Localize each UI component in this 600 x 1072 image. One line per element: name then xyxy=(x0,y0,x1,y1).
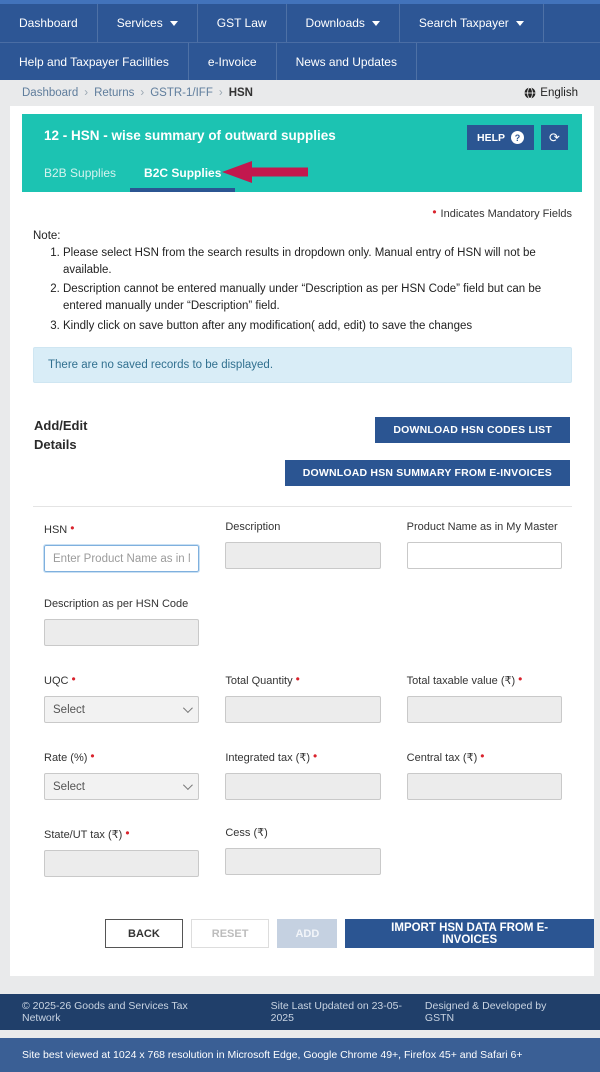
footer-best-viewed-bar xyxy=(0,1038,600,1072)
description-field-group xyxy=(225,521,380,572)
nav-item-help-and-taxpayer-facilities[interactable] xyxy=(0,43,189,80)
breadcrumb-gstr1-iff[interactable]: GSTR-1/IFF xyxy=(150,87,213,99)
nav-label: News and Updates xyxy=(295,54,397,69)
required-dot-icon: • xyxy=(90,749,95,764)
breadcrumb-returns[interactable]: Returns xyxy=(94,87,135,99)
breadcrumb-dashboard[interactable]: Dashboard xyxy=(22,87,79,99)
uqc-selected-value: Select xyxy=(53,703,85,716)
rate-label: Rate (%) • xyxy=(44,749,95,765)
download-buttons xyxy=(285,417,570,486)
help-button-label: HELP xyxy=(476,131,505,144)
integrated-tax-input xyxy=(225,773,380,800)
content-card xyxy=(10,106,594,976)
central-tax-label: Central tax (₹) • xyxy=(406,749,485,765)
footer-designed-by: Designed & Developed by GSTN xyxy=(424,1000,547,1025)
spacer xyxy=(407,826,562,877)
nav-label: Services xyxy=(116,16,163,30)
globe-icon xyxy=(524,87,536,99)
total-taxable-value-field-group xyxy=(407,672,562,723)
caret-down-icon xyxy=(170,21,178,26)
notes-section xyxy=(10,220,594,334)
state-ut-tax-label: State/UT tax (₹) • xyxy=(44,826,130,842)
description-input xyxy=(225,542,380,569)
nav-label: Dashboard xyxy=(19,16,78,30)
footer-last-updated: Site Last Updated on 23-05-2025 xyxy=(270,1000,402,1025)
help-button[interactable] xyxy=(467,125,534,150)
tab-b2c-supplies[interactable] xyxy=(130,158,235,192)
breadcrumb-hsn: HSN xyxy=(228,87,253,99)
main-navbar xyxy=(0,4,600,80)
total-taxable-value-label: Total taxable value (₹) • xyxy=(406,672,523,688)
download-hsn-codes-button[interactable]: DOWNLOAD HSN CODES LIST xyxy=(375,417,570,443)
nav-label: Downloads xyxy=(305,16,365,30)
required-dot-icon: • xyxy=(71,672,76,687)
nav-item-downloads[interactable] xyxy=(287,4,400,42)
language-label: English xyxy=(540,87,578,99)
annotation-arrow-left-icon xyxy=(222,161,308,188)
product-name-input[interactable] xyxy=(407,542,562,569)
nav-item-e-invoice[interactable] xyxy=(189,43,277,80)
required-dot-icon: • xyxy=(295,672,300,687)
integrated-tax-label: Integrated tax (₹) • xyxy=(225,749,318,765)
state-ut-tax-field-group xyxy=(44,826,199,877)
page-title: 12 - HSN - wise summary of outward supplies xyxy=(44,128,336,143)
description-label: Description xyxy=(225,521,281,534)
tab-b2b-supplies[interactable] xyxy=(30,158,130,192)
refresh-button[interactable] xyxy=(541,125,568,150)
description-hsn-input xyxy=(44,619,199,646)
mandatory-fields-text: Indicates Mandatory Fields xyxy=(440,208,572,220)
breadcrumb xyxy=(0,80,600,106)
cess-field-group xyxy=(225,826,380,877)
question-circle-icon: ? xyxy=(511,131,524,144)
total-quantity-label: Total Quantity • xyxy=(225,672,300,688)
language-selector[interactable] xyxy=(524,87,578,99)
breadcrumb-separator: › xyxy=(140,87,145,99)
uqc-label: UQC • xyxy=(44,672,76,688)
nav-item-services[interactable] xyxy=(98,4,198,42)
required-dot-icon: • xyxy=(518,672,523,687)
required-dot-icon: • xyxy=(312,749,318,764)
hsn-input[interactable] xyxy=(44,545,199,572)
nav-item-gst-law[interactable] xyxy=(198,4,287,42)
product-name-label: Product Name as in My Master xyxy=(406,521,558,534)
footer-copyright: © 2025-26 Goods and Services Tax Network xyxy=(22,1000,188,1025)
mandatory-fields-note xyxy=(10,192,594,220)
hsn-field-group xyxy=(44,521,199,572)
required-dot-icon: • xyxy=(480,749,485,764)
footer-best-viewed-text: Site best viewed at 1024 x 768 resolution in Microsoft Edge, Google Chrome 49+, Firefox 45+ and Safari 6+ xyxy=(22,1049,523,1062)
required-dot-icon: • xyxy=(70,521,75,536)
hsn-label: HSN • xyxy=(44,521,75,537)
cess-label: Cess (₹) xyxy=(225,827,268,840)
back-button[interactable]: BACK xyxy=(105,919,183,948)
chevron-down-icon xyxy=(183,780,193,790)
note-item: 1. Please select HSN from the search results in dropdown only. Manual entry of HSN will not be available. xyxy=(63,245,572,278)
tab-label: B2B Supplies xyxy=(44,166,117,180)
download-hsn-summary-button[interactable]: DOWNLOAD HSN SUMMARY FROM E-INVOICES xyxy=(285,460,570,486)
breadcrumb-separator: › xyxy=(84,87,89,99)
nav-item-dashboard[interactable] xyxy=(0,4,98,42)
caret-down-icon xyxy=(516,21,524,26)
add-button: ADD xyxy=(277,919,337,948)
nav-label: Search Taxpayer xyxy=(418,16,509,30)
breadcrumb-separator: › xyxy=(218,87,223,99)
form-actions xyxy=(10,877,594,976)
product-name-field-group xyxy=(407,521,562,572)
rate-selected-value: Select xyxy=(53,780,85,793)
navbar-row-2 xyxy=(0,42,600,80)
central-tax-input xyxy=(407,773,562,800)
integrated-tax-field-group xyxy=(225,749,380,800)
description-hsn-field-group xyxy=(44,598,199,646)
navbar-row-1 xyxy=(0,4,600,42)
no-records-alert: There are no saved records to be displayed. xyxy=(33,347,572,383)
rate-field-group xyxy=(44,749,199,800)
total-taxable-value-input xyxy=(407,696,562,723)
notes-list xyxy=(63,245,572,334)
caret-down-icon xyxy=(372,21,380,26)
required-dot-icon: • xyxy=(432,205,437,219)
note-item: 2. Description cannot be entered manually under “Description as per HSN Code” field but can be entered manually under “Description” field. xyxy=(63,281,572,314)
note-item: 3. Kindly click on save button after any modification( add, edit) to save the changes xyxy=(63,318,572,335)
tab-label: B2C Supplies xyxy=(144,166,222,180)
refresh-icon: ⟳ xyxy=(549,129,560,145)
nav-item-news-and-updates[interactable] xyxy=(277,43,417,80)
required-dot-icon: • xyxy=(125,826,130,841)
notes-heading: Note: xyxy=(33,230,61,242)
nav-label: e-Invoice xyxy=(207,54,257,69)
nav-label: GST Law xyxy=(216,16,267,30)
uqc-field-group xyxy=(44,672,199,723)
cess-input xyxy=(225,848,380,875)
hsn-form xyxy=(10,507,594,877)
nav-label: Help and Taxpayer Facilities xyxy=(19,54,169,69)
add-edit-heading: Add/Edit Details xyxy=(34,418,88,452)
nav-item-search-taxpayer[interactable] xyxy=(400,4,544,42)
import-hsn-data-button[interactable]: IMPORT HSN DATA FROM E-INVOICES xyxy=(345,919,594,948)
rate-select[interactable] xyxy=(44,773,199,800)
description-hsn-label: Description as per HSN Code xyxy=(44,598,189,611)
total-quantity-input xyxy=(225,696,380,723)
uqc-select[interactable] xyxy=(44,696,199,723)
panel-buttons xyxy=(467,125,568,150)
add-edit-section xyxy=(10,383,594,486)
total-quantity-field-group xyxy=(225,672,380,723)
chevron-down-icon xyxy=(183,703,193,713)
spacer xyxy=(225,598,380,646)
spacer xyxy=(407,598,562,646)
supplies-tabs xyxy=(30,158,235,192)
state-ut-tax-input xyxy=(44,850,199,877)
reset-button: RESET xyxy=(191,919,270,948)
central-tax-field-group xyxy=(407,749,562,800)
hsn-panel-header xyxy=(22,114,582,192)
